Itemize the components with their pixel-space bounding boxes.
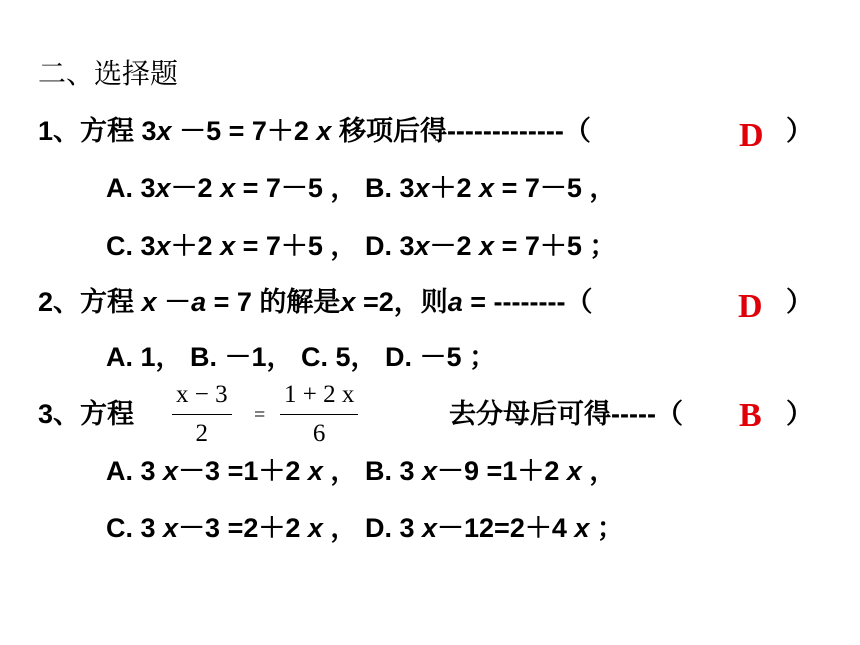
q3-answer: B	[739, 397, 762, 434]
q3-option-a: A. 3 x－3 =1＋2 x ，	[106, 456, 358, 486]
fraction-bar	[280, 414, 358, 415]
q1-options-row-2	[106, 229, 616, 263]
section-title: 二、选择题	[38, 58, 179, 89]
q1-stem-suffix: 移项后得-------------（	[331, 116, 591, 146]
q1-option-d: D. 3x－2 x = 7＋5 ；	[364, 231, 617, 261]
q2-var-a: a	[447, 287, 463, 317]
question-2-stem: 2、方程 x －a = 7 的解是x =2，则a = --------（	[38, 287, 593, 317]
q1-stem-mid: －5 = 7＋2	[171, 116, 317, 146]
q1-options-row-1	[106, 171, 616, 205]
q1-option-b: B. 3x＋2 x = 7－5 ，	[364, 173, 617, 203]
question-3-stem-suffix: 去分母后可得-----（	[449, 399, 683, 429]
q2-var-x: x	[340, 287, 356, 317]
q2-close-paren: ）	[786, 287, 813, 317]
question-1-stem	[38, 114, 591, 148]
q3-close-paren: ）	[786, 399, 813, 429]
q3-fraction-left-numerator: x − 3	[176, 381, 228, 408]
fraction-bar	[172, 414, 232, 415]
q2-options: A. 1， B. －1， C. 5， D. －5 ；	[106, 342, 497, 372]
q1-answer: D	[739, 117, 764, 154]
q1-var-x: x	[156, 116, 172, 146]
question-3-stem-prefix: 3、方程	[38, 399, 135, 429]
q3-option-d: D. 3 x－12=2＋4 x ；	[364, 513, 624, 543]
q3-fraction-right	[280, 380, 358, 449]
q2-var-x: x	[141, 287, 157, 317]
q3-fraction-left-denominator: 2	[195, 420, 209, 447]
q3-equals-sign: =	[254, 404, 266, 426]
q1-close-paren: ）	[786, 116, 813, 146]
q3-fraction-left	[172, 380, 232, 449]
q3-options-row-2	[106, 511, 624, 545]
q1-stem-prefix: 1、方程 3	[38, 116, 157, 146]
q3-fraction-right-denominator: 6	[312, 420, 326, 447]
q3-fraction-right-numerator: 1 + 2 x	[284, 381, 355, 408]
q3-option-c: C. 3 x－3 =2＋2 x ，	[106, 513, 358, 543]
q1-option-a: A. 3x－2 x = 7－5 ，	[106, 173, 358, 203]
q3-options-row-1	[106, 454, 616, 488]
q1-option-c: C. 3x＋2 x = 7＋5 ，	[106, 231, 358, 261]
q3-option-b: B. 3 x－9 =1＋2 x ，	[364, 456, 617, 486]
q2-var-a: a	[191, 287, 207, 317]
q1-var-x: x	[316, 116, 332, 146]
q2-answer: D	[738, 288, 763, 325]
